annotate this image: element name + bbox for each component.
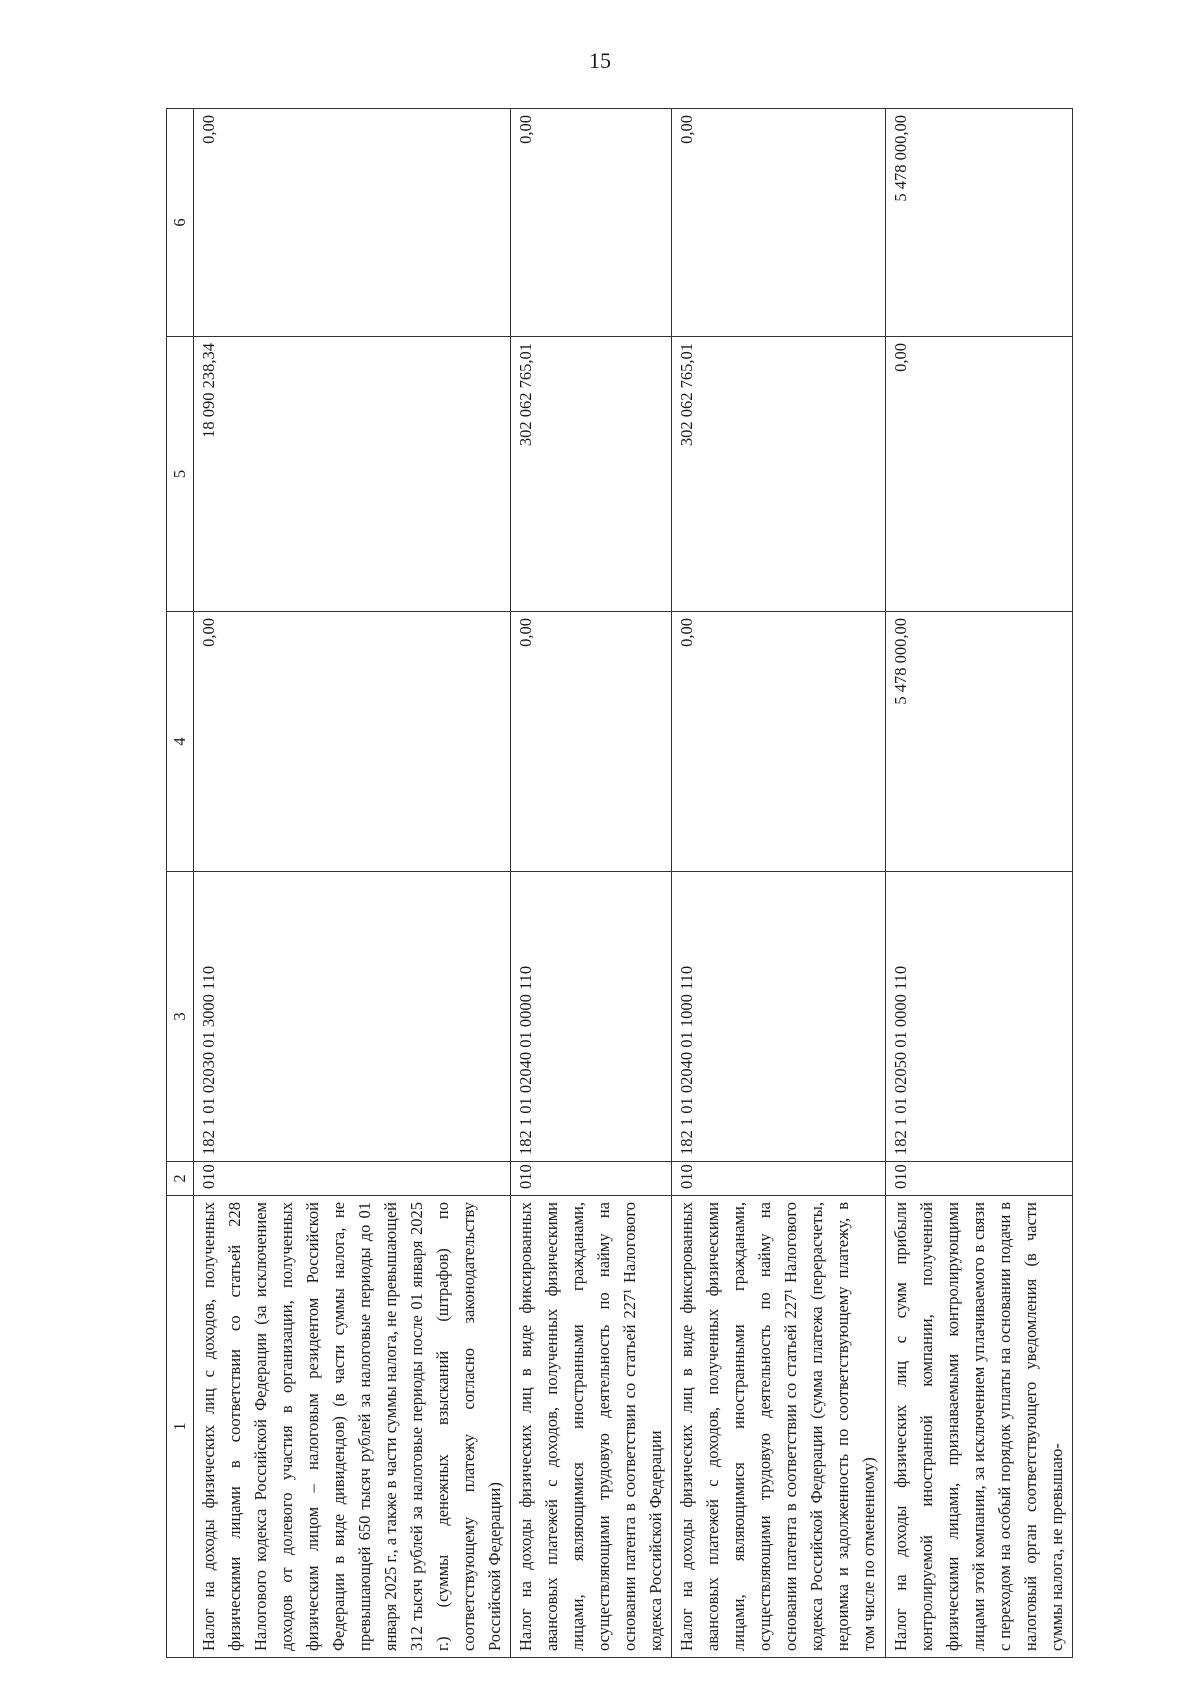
row-col5-value: 0,00 <box>886 337 1073 612</box>
row-col5-value: 18 090 238,34 <box>194 337 511 612</box>
budget-table <box>166 108 1073 1658</box>
rotated-table-container <box>166 109 1066 1658</box>
row-col4-value: 0,00 <box>672 612 886 872</box>
row-classifier-code: 182 1 01 02030 01 3000 110 <box>194 872 511 1162</box>
row-col6-value: 0,00 <box>672 109 886 337</box>
row-col4-value: 5 478 000,00 <box>886 612 1073 872</box>
row-col6-value: 0,00 <box>511 109 672 337</box>
row-col4-value: 0,00 <box>511 612 672 872</box>
row-line-code: 010 <box>886 1162 1073 1196</box>
row-line-code: 010 <box>511 1162 672 1196</box>
table-row <box>194 109 511 1658</box>
header-col-6: 6 <box>167 109 194 337</box>
header-col-1: 1 <box>167 1196 194 1658</box>
row-classifier-code: 182 1 01 02050 01 0000 110 <box>886 872 1073 1162</box>
header-row <box>167 109 194 1658</box>
page-number: 15 <box>589 48 611 73</box>
row-col6-value: 5 478 000,00 <box>886 109 1073 337</box>
row-classifier-code: 182 1 01 02040 01 1000 110 <box>672 872 886 1162</box>
row-classifier-code: 182 1 01 02040 01 0000 110 <box>511 872 672 1162</box>
table-row <box>511 109 672 1658</box>
row-line-code: 010 <box>194 1162 511 1196</box>
row-col5-value: 302 062 765,01 <box>511 337 672 612</box>
row-description: Налог на доходы физических лиц с доходов, полученных физическими лицами в соответствии со статьей 228 Налогового кодекса Российской Федерации (за исключением доходов от долевого участия в организации, полученных физическим лицом – налоговым резидентом Российской Федерации в виде дивидендов) (в части суммы налога, не превышающей 650 тысяч рублей за налоговые периоды до 01 января 2025 г., а также в части суммы налога, не превышающей 312 тысяч рублей за налоговые периоды после 01 января 2025 г.) (суммы денежных взысканий (штрафов) по соответствующему платежу согласно законодательству Российской Федерации) <box>194 1196 511 1658</box>
row-col5-value: 302 062 765,01 <box>672 337 886 612</box>
header-col-2: 2 <box>167 1162 194 1196</box>
header-col-4: 4 <box>167 612 194 872</box>
row-description: Налог на доходы физических лиц с сумм прибыли контролируемой иностранной компании, полученной физическими лицами, признаваемыми контролирующими лицами этой компании, за исключением уплачиваемого в связи с переходом на особый порядок уплаты на основании подачи в налоговый орган соответствующего уведомления (в части суммы налога, не превышаю- <box>886 1196 1073 1658</box>
header-col-5: 5 <box>167 337 194 612</box>
row-description: Налог на доходы физических лиц в виде фиксированных авансовых платежей с доходов, полученных физическими лицами, являющимися иностранными гражданами, осуществляющими трудовую деятельность по найму на основании патента в соответствии со статьей 227¹ Налогового кодекса Российской Федерации (сумма платежа (перерасчеты, недоимка и задолженность по соответствующему платежу, в том числе по отмененному) <box>672 1196 886 1658</box>
table-row <box>672 109 886 1658</box>
row-description: Налог на доходы физических лиц в виде фиксированных авансовых платежей с доходов, полученных физическими лицами, являющимися иностранными гражданами, осуществляющими трудовую деятельность по найму на основании патента в соответствии со статьей 227¹ Налогового кодекса Российской Федерации <box>511 1196 672 1658</box>
row-col6-value: 0,00 <box>194 109 511 337</box>
table-row <box>886 109 1073 1658</box>
header-col-3: 3 <box>167 872 194 1162</box>
row-line-code: 010 <box>672 1162 886 1196</box>
row-col4-value: 0,00 <box>194 612 511 872</box>
